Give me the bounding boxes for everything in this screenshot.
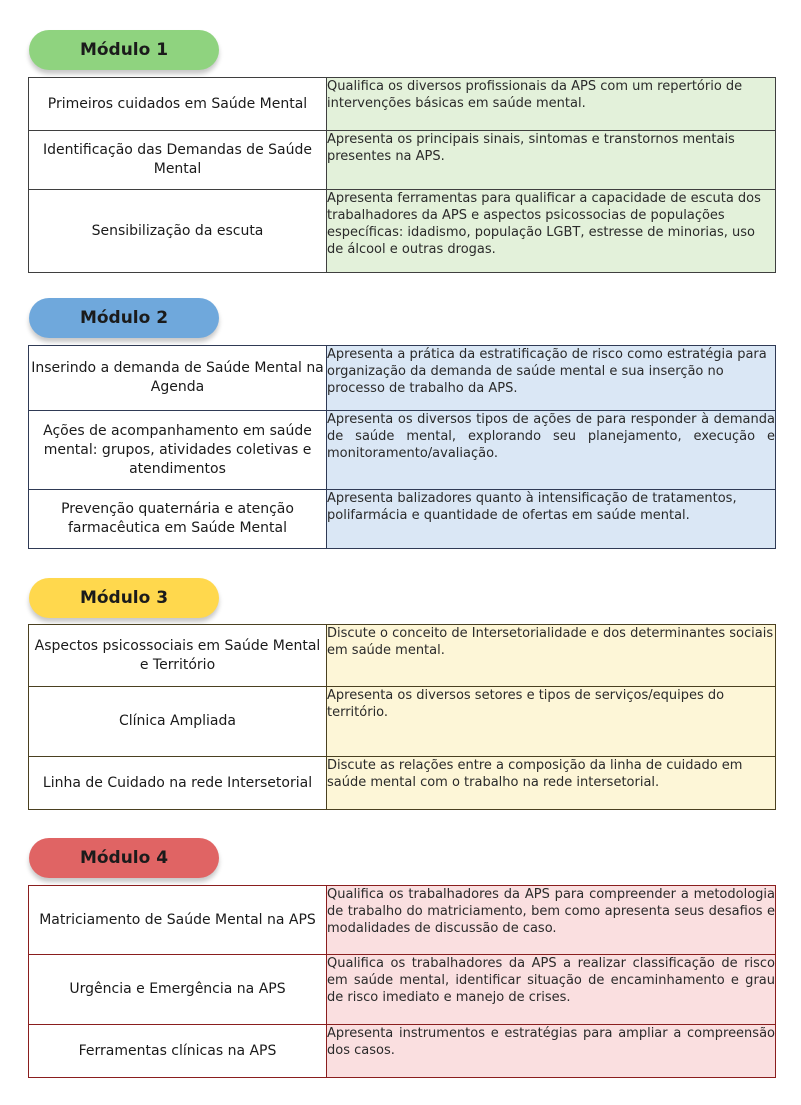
table-row [29, 346, 776, 411]
topic-cell: Ferramentas clínicas na APS [29, 1025, 327, 1078]
topic-cell: Matriciamento de Saúde Mental na APS [29, 886, 327, 955]
table-row [29, 190, 776, 273]
module-3-table [28, 624, 776, 810]
table-row [29, 131, 776, 190]
module-2-table [28, 345, 776, 549]
topic-cell: Inserindo a demanda de Saúde Mental na Agenda [29, 346, 327, 411]
description-cell: Apresenta instrumentos e estratégias para ampliar a compreensão dos casos. [327, 1025, 776, 1078]
description-cell: Apresenta os diversos tipos de ações de para responder à demanda de saúde mental, explorando seu planejamento, execução e monitoramento/avaliação. [327, 411, 776, 490]
topic-cell: Linha de Cuidado na rede Intersetorial [29, 757, 327, 810]
table-row [29, 687, 776, 757]
description-cell: Apresenta a prática da estratificação de risco como estratégia para organização da demanda de saúde mental e sua inserção no processo de trabalho da APS. [327, 346, 776, 411]
topic-cell: Urgência e Emergência na APS [29, 955, 327, 1025]
table-row [29, 411, 776, 490]
module-1-title: Módulo 1 [29, 30, 219, 70]
table-row [29, 625, 776, 687]
topic-cell: Ações de acompanhamento em saúde mental: grupos, atividades coletivas e atendimentos [29, 411, 327, 490]
topic-cell: Primeiros cuidados em Saúde Mental [29, 78, 327, 131]
topic-cell: Identificação das Demandas de Saúde Mental [29, 131, 327, 190]
topic-cell: Prevenção quaternária e atenção farmacêutica em Saúde Mental [29, 490, 327, 549]
table-row [29, 886, 776, 955]
topic-cell: Aspectos psicossociais em Saúde Mental e Território [29, 625, 327, 687]
table-row [29, 1025, 776, 1078]
table-row [29, 757, 776, 810]
module-2-title: Módulo 2 [29, 298, 219, 338]
module-4-table [28, 885, 776, 1078]
topic-cell: Clínica Ampliada [29, 687, 327, 757]
description-cell: Qualifica os trabalhadores da APS a realizar classificação de risco em saúde mental, identificar situação de encaminhamento e grau de risco imediato e manejo de crises. [327, 955, 776, 1025]
description-cell: Apresenta os principais sinais, sintomas e transtornos mentais presentes na APS. [327, 131, 776, 190]
description-cell: Discute as relações entre a composição da linha de cuidado em saúde mental com o trabalho na rede intersetorial. [327, 757, 776, 810]
module-3-title: Módulo 3 [29, 578, 219, 618]
topic-cell: Sensibilização da escuta [29, 190, 327, 273]
description-cell: Qualifica os trabalhadores da APS para compreender a metodologia de trabalho do matriciamento, bem como apresenta seus desafios e modalidades de discussão de caso. [327, 886, 776, 955]
description-cell: Discute o conceito de Intersetorialidade e dos determinantes sociais em saúde mental. [327, 625, 776, 687]
table-row [29, 78, 776, 131]
module-4-title: Módulo 4 [29, 838, 219, 878]
table-row [29, 955, 776, 1025]
description-cell: Apresenta balizadores quanto à intensificação de tratamentos, polifarmácia e quantidade de ofertas em saúde mental. [327, 490, 776, 549]
table-row [29, 490, 776, 549]
module-1-table [28, 77, 776, 273]
description-cell: Qualifica os diversos profissionais da APS com um repertório de intervenções básicas em saúde mental. [327, 78, 776, 131]
description-cell: Apresenta os diversos setores e tipos de serviços/equipes do território. [327, 687, 776, 757]
description-cell: Apresenta ferramentas para qualificar a capacidade de escuta dos trabalhadores da APS e aspectos psicossocias de populações específicas: idadismo, população LGBT, estresse de minorias, uso de álcool e outras drogas. [327, 190, 776, 273]
